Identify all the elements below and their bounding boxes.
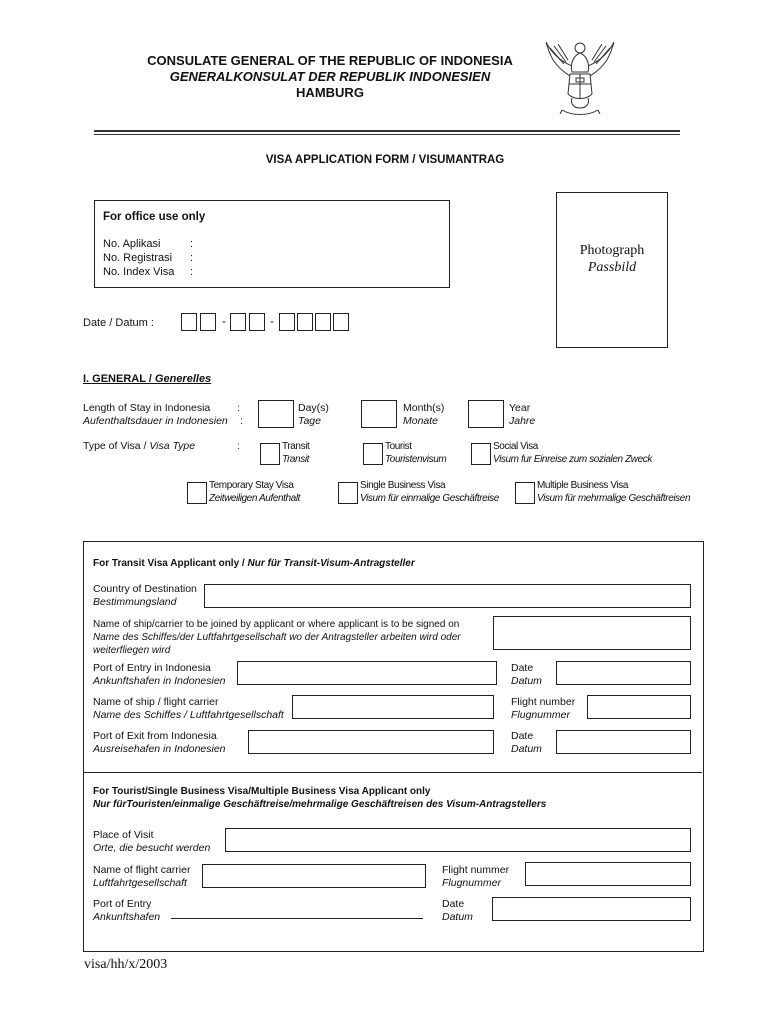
social-label-en: Social Visa (493, 441, 538, 452)
tourist-title-en: For Tourist/Single Business Visa/Multiple Business Visa Applicant only (93, 786, 431, 797)
temporary-stay-option (209, 479, 300, 505)
exit-port-label (93, 730, 226, 756)
tourist-option (385, 440, 446, 466)
form-code: visa/hh/x/2003 (84, 957, 168, 972)
flight-number-label (511, 696, 575, 722)
ship-join-label (93, 618, 461, 657)
form-title: VISA APPLICATION FORM / VISUMANTRAG (265, 154, 505, 166)
date-dash: - (270, 314, 274, 328)
flight-number-label-de: Flugnummer (511, 709, 570, 721)
date-cell[interactable] (315, 313, 331, 331)
transit-label-de: Transit (282, 454, 310, 465)
transit-checkbox[interactable] (260, 443, 280, 465)
single-business-option (360, 479, 499, 505)
flight-number-input[interactable] (587, 695, 691, 719)
carrier-input[interactable] (202, 864, 426, 888)
tourist-entry-line[interactable] (171, 908, 423, 919)
days-label-de: Tage (298, 415, 321, 427)
temporary-stay-label-de: Zeitweiligen Aufenthalt (209, 493, 301, 504)
date-cell[interactable] (297, 313, 313, 331)
carrier-label (93, 864, 190, 890)
ship-join-input[interactable] (493, 616, 691, 650)
exit-port-input[interactable] (248, 730, 494, 754)
transit-title-en: For Transit Visa Applicant only / (93, 558, 248, 569)
stay-colon: : (237, 402, 240, 414)
entry-date-label (511, 662, 542, 688)
transit-title-de: Nur für Transit-Visum-Antragsteller (247, 558, 415, 569)
carrier-label-en: Name of flight carrier (93, 864, 191, 876)
tourist-entry-date-label (442, 898, 473, 924)
multiple-business-label-en: Multiple Business Visa (537, 480, 629, 491)
tourist-entry-date-input[interactable] (492, 897, 691, 921)
multiple-business-checkbox[interactable] (515, 482, 535, 504)
days-label (298, 402, 329, 428)
office-field-aplikasi: No. Aplikasi (103, 238, 161, 250)
destination-label (93, 583, 197, 609)
tourist-title-de: Nur fürTouristen/einmalige Geschäftreise/mehrmalige Geschäftreisen des Visum-Antragstellers (93, 799, 547, 810)
tourist-entry-date-label-en: Date (442, 898, 465, 910)
exit-date-label-de: Datum (511, 743, 542, 755)
tourist-checkbox[interactable] (363, 443, 383, 465)
tourist-label-en: Tourist (385, 441, 412, 452)
exit-date-label (511, 730, 542, 756)
entry-port-label-en: Port of Entry in Indonesia (93, 662, 211, 674)
header-line-en: CONSULATE GENERAL OF THE REPUBLIC OF INDONESIA (147, 53, 513, 68)
years-label-en: Year (509, 402, 531, 414)
section-general-heading (83, 373, 211, 385)
months-label-en: Month(s) (403, 402, 445, 414)
multiple-business-label-de: Visum für mehrmalige Geschäftreisen (537, 493, 691, 504)
photo-label-de: Passbild (587, 260, 637, 275)
date-cell[interactable] (230, 313, 246, 331)
destination-label-de: Bestimmungsland (93, 596, 177, 608)
destination-input[interactable] (204, 584, 691, 608)
tourist-flight-number-label (442, 864, 509, 890)
carrier-label-de: Luftfahrtgesellschaft (93, 877, 187, 889)
flight-number-label-en: Flight number (511, 696, 576, 708)
ship-join-label-de2: weiterfliegen wird (93, 645, 171, 656)
header-divider (94, 130, 680, 132)
office-field-index: No. Index Visa (103, 266, 175, 278)
visit-place-label-en: Place of Visit (93, 829, 154, 841)
multiple-business-option (537, 479, 690, 505)
social-checkbox[interactable] (471, 443, 491, 465)
photo-box[interactable] (556, 192, 668, 348)
flight-carrier-input[interactable] (292, 695, 494, 719)
transit-label-en: Transit (282, 441, 310, 452)
single-business-label-de: Visum für einmalige Geschäftreise (360, 493, 499, 504)
temporary-stay-label-en: Temporary Stay Visa (209, 480, 294, 491)
tourist-flight-number-label-en: Flight nummer (442, 864, 510, 876)
office-field-sep: : (190, 252, 194, 264)
tourist-entry-label-de: Ankunftshafen (93, 911, 161, 923)
entry-port-label-de: Ankunftshafen in Indonesien (93, 675, 226, 687)
flight-carrier-label-de: Name des Schiffes / Luftfahrtgesellschaft (93, 709, 284, 721)
tourist-section-title (93, 785, 546, 811)
days-input[interactable] (258, 400, 294, 428)
flight-carrier-label-en: Name of ship / flight carrier (93, 696, 219, 708)
date-cell[interactable] (181, 313, 197, 331)
section-divider (84, 772, 702, 773)
office-field-registrasi: No. Registrasi (103, 252, 173, 264)
months-label (403, 402, 444, 428)
ship-join-label-de: Name des Schiffes/der Luftfahrtgesellschaft wo der Antragsteller arbeiten wird oder (93, 632, 461, 643)
stay-label-de: Aufenthaltsdauer in Indonesien (83, 415, 228, 427)
months-label-de: Monate (403, 415, 439, 427)
destination-label-en: Country of Destination (93, 583, 197, 595)
single-business-label-en: Single Business Visa (360, 480, 446, 491)
days-label-en: Day(s) (298, 402, 329, 414)
visa-type-label-en: Type of Visa / (83, 440, 150, 452)
header-city: HAMBURG (296, 85, 364, 100)
entry-port-label (93, 662, 226, 688)
single-business-checkbox[interactable] (338, 482, 358, 504)
visit-place-input[interactable] (225, 828, 691, 852)
general-heading-de: Generelles (154, 373, 212, 385)
date-label: Date / Datum : (83, 317, 154, 329)
entry-date-label-de: Datum (511, 675, 542, 687)
flight-carrier-label (93, 696, 284, 722)
date-cell[interactable] (279, 313, 295, 331)
office-field-sep: : (190, 238, 194, 250)
tourist-flight-number-label-de: Flugnummer (442, 877, 501, 889)
visa-type-colon: : (237, 440, 240, 452)
visa-type-label-de: Visa Type (149, 440, 196, 452)
entry-date-label-en: Date (511, 662, 534, 674)
stay-label-en: Length of Stay in Indonesia (83, 402, 211, 414)
date-cell[interactable] (333, 313, 349, 331)
years-label (509, 402, 535, 428)
visit-place-label-de: Orte, die besucht werden (93, 842, 211, 854)
years-input[interactable] (468, 400, 504, 428)
tourist-entry-date-label-de: Datum (442, 911, 473, 923)
visa-type-label (83, 440, 195, 453)
stay-colon: : (240, 415, 243, 427)
exit-port-label-en: Port of Exit from Indonesia (93, 730, 217, 742)
header-divider-thin (94, 134, 680, 135)
exit-date-input[interactable] (556, 730, 691, 754)
social-option (493, 440, 652, 466)
months-input[interactable] (361, 400, 397, 428)
date-dash: - (222, 314, 226, 328)
office-use-box (94, 200, 450, 288)
office-use-title: For office use only (103, 211, 206, 223)
consulate-title (100, 53, 560, 101)
transit-section-title (93, 557, 415, 570)
exit-date-label-en: Date (511, 730, 534, 742)
date-cell[interactable] (249, 313, 265, 331)
general-heading-en: I. GENERAL / (83, 373, 155, 385)
stay-label (83, 402, 228, 428)
tourist-entry-label-en: Port of Entry (93, 898, 152, 910)
entry-date-input[interactable] (556, 661, 691, 685)
social-label-de: Visum fur Einreise zum sozialen Zweck (493, 454, 652, 465)
tourist-flight-number-input[interactable] (525, 862, 691, 886)
ship-join-label-en: Name of ship/carrier to be joined by applicant or where applicant is to be signed on (93, 619, 460, 630)
years-label-de: Jahre (509, 415, 536, 427)
visit-place-label (93, 829, 210, 855)
header-line-de: GENERALKONSULAT DER REPUBLIK INDONESIEN (169, 69, 491, 84)
office-field-sep: : (190, 266, 194, 278)
tourist-label-de: Touristenvisum (385, 454, 447, 465)
photo-label: Photograph (579, 243, 645, 258)
tourist-entry-label (93, 898, 160, 924)
date-cell[interactable] (200, 313, 216, 331)
transit-option (282, 440, 309, 466)
exit-port-label-de: Ausreisehafen in Indonesien (93, 743, 226, 755)
garuda-emblem-icon (540, 36, 620, 120)
temporary-stay-checkbox[interactable] (187, 482, 207, 504)
entry-port-input[interactable] (237, 661, 497, 685)
